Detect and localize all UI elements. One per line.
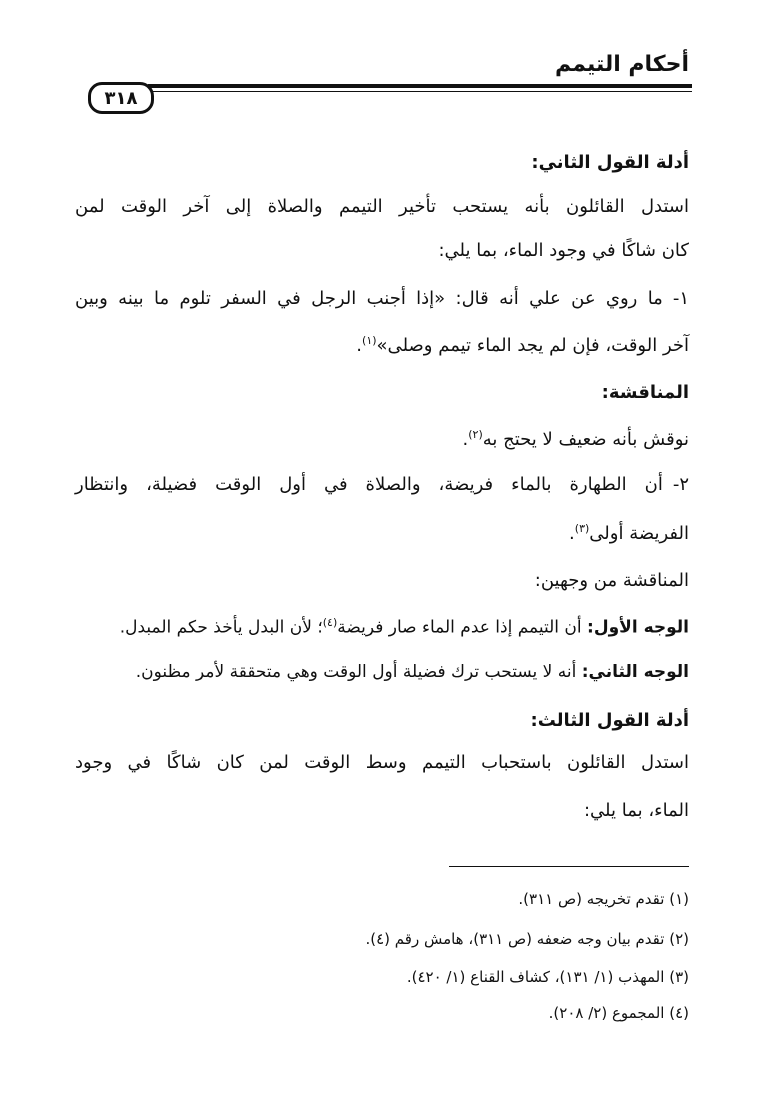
face-two-text: أنه لا يستحب ترك فضيلة أول الوقت وهي متحققة لأمر مظنون. bbox=[135, 662, 577, 682]
list-item-2-line bbox=[75, 474, 689, 496]
list-item-number: ١- bbox=[672, 288, 689, 309]
face-one-line bbox=[120, 616, 689, 638]
footnote-item bbox=[549, 1004, 689, 1022]
footnote-ref[interactable]: (٤) bbox=[322, 616, 338, 629]
footnote-ref[interactable]: (٣) bbox=[574, 522, 590, 535]
list-item-text: الفريضة أولى bbox=[589, 523, 689, 544]
face-two-line bbox=[136, 662, 689, 682]
footnote-ref[interactable]: (٢) bbox=[468, 428, 483, 441]
footnote-number: (٢) bbox=[669, 930, 689, 948]
face-one-text: أن التيمم إذا عدم الماء صار فريضة bbox=[337, 617, 582, 638]
footnote-separator bbox=[449, 866, 689, 867]
list-item-number: ٢- bbox=[672, 474, 689, 495]
header-rule-thick bbox=[148, 84, 692, 88]
footnote-text: تقدم بيان وجه ضعفه (ص ٣١١)، هامش رقم (٤). bbox=[365, 930, 665, 948]
list-item-text: ما روي عن علي أنه قال: «إذا أجنب الرجل في السفر تلوم ما بينه وبين bbox=[75, 288, 663, 309]
footnote-item bbox=[518, 890, 689, 908]
discussion-heading: المناقشة: bbox=[601, 382, 689, 403]
paragraph-line: الماء، بما يلي: bbox=[583, 800, 689, 821]
paragraph-line: استدل القائلون بأنه يستحب تأخير التيمم والصلاة إلى آخر الوقت لمن bbox=[75, 196, 689, 217]
section-heading-second-opinion: أدلة القول الثاني: bbox=[531, 152, 689, 173]
discussion-two-faces-label: المناقشة من وجهين: bbox=[534, 570, 689, 591]
footnote-text: تقدم تخريجه (ص ٣١١). bbox=[518, 890, 665, 908]
footnote-item bbox=[407, 968, 689, 986]
face-two-label: الوجه الثاني: bbox=[581, 662, 689, 682]
list-item-1-line: آخر الوقت، فإن لم يجد الماء تيمم وصلى»$^{(١)}$. bbox=[356, 334, 689, 356]
footnote-item bbox=[365, 930, 689, 948]
footnote-number: (٤) bbox=[669, 1004, 689, 1022]
paragraph-line: كان شاكًا في وجود الماء، بما يلي: bbox=[438, 240, 689, 261]
face-one-text-cont: ؛ لأن البدل يأخذ حكم المبدل. bbox=[119, 617, 323, 638]
header-rule-thin bbox=[148, 91, 692, 92]
list-item-1-line bbox=[75, 288, 689, 310]
page-number-badge: ٣١٨ bbox=[88, 82, 154, 114]
footnote-text: المجموع (٢/ ٢٠٨). bbox=[548, 1004, 665, 1022]
discussion-line: نوقش بأنه ضعيف لا يحتج به$^{(٢)}$. bbox=[462, 428, 689, 450]
discussion-text: نوقش بأنه ضعيف لا يحتج به bbox=[482, 429, 689, 450]
paragraph-line: استدل القائلون باستحباب التيمم وسط الوقت لمن كان شاكًا في وجود bbox=[75, 752, 689, 773]
footnote-ref[interactable]: (١) bbox=[362, 334, 377, 347]
face-one-label: الوجه الأول: bbox=[587, 617, 689, 638]
list-item-2-line: الفريضة أولى$^{(٣)}$. bbox=[569, 522, 689, 544]
footnote-number: (١) bbox=[669, 890, 689, 908]
footnote-number: (٣) bbox=[669, 968, 689, 986]
list-item-text: أن الطهارة بالماء فريضة، والصلاة في أول الوقت فضيلة، وانتظار bbox=[75, 474, 663, 495]
section-heading-third-opinion: أدلة القول الثالث: bbox=[530, 710, 689, 731]
running-header-title: أحكام التيمم bbox=[555, 52, 689, 77]
list-item-text: آخر الوقت، فإن لم يجد الماء تيمم وصلى» bbox=[376, 335, 689, 356]
footnote-text: المهذب (١/ ١٣١)، كشاف القناع (١/ ٤٢٠). bbox=[406, 968, 665, 986]
